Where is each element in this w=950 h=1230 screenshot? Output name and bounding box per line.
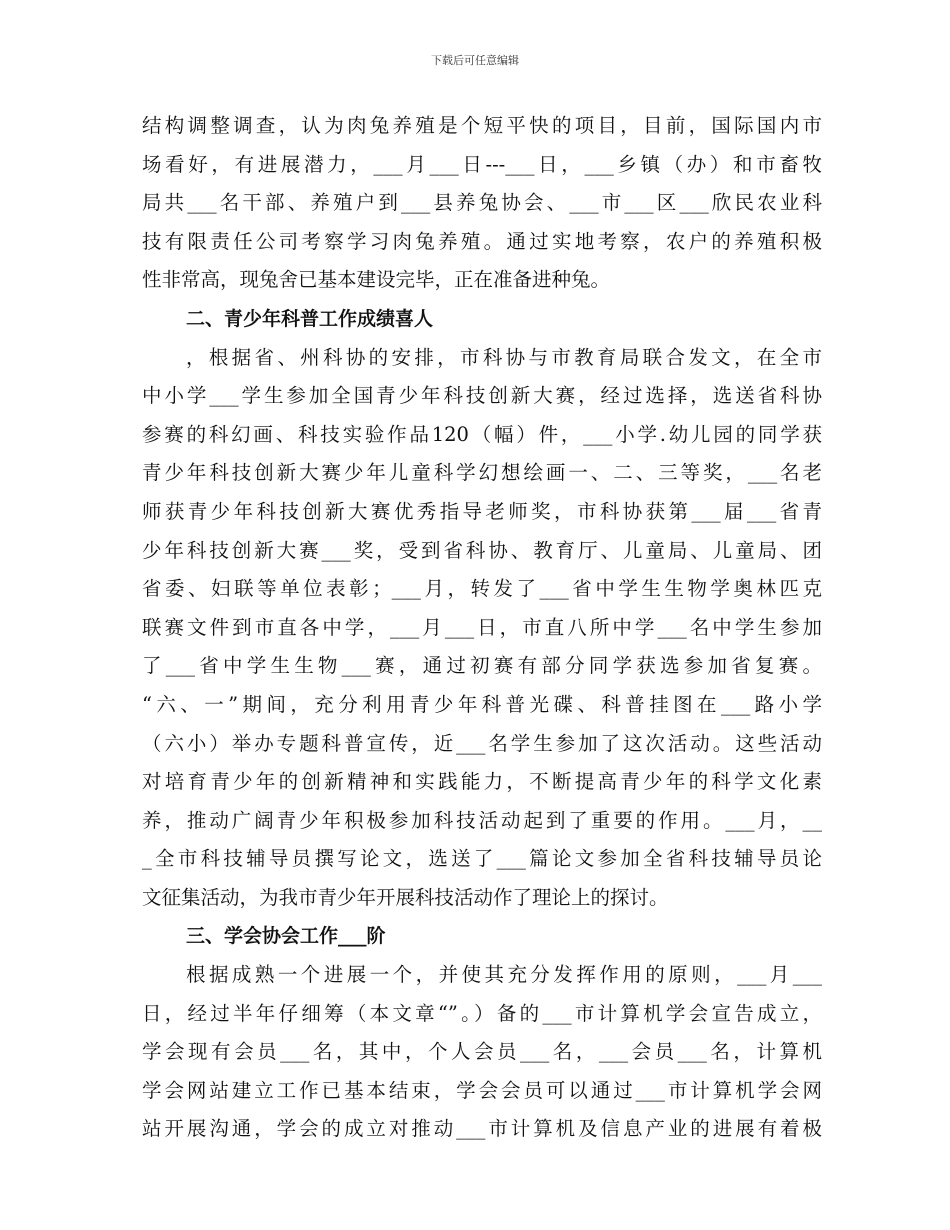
page-header: 下载后可任意编辑 xyxy=(431,54,519,67)
paragraph-line: 青少年科技创新大赛少年儿童科学幻想绘画一、二、三等奖，___名老 xyxy=(142,461,822,485)
paragraph-line: 文征集活动，为我市青少年开展科技活动作了理论上的探讨。 xyxy=(142,885,669,909)
paragraph-line: 结构调整调查，认为肉兔养殖是个短平快的项目，目前，国际国内市 xyxy=(142,114,822,137)
paragraph-line: 参赛的科幻画、科技实验作品120（幅）件，___小学.幼儿园的同学获 xyxy=(142,422,822,446)
paragraph-line: 省委、妇联等单位表彰；___月，转发了___省中学生生物学奥林匹克 xyxy=(142,577,822,601)
paragraph-line: 根据成熟一个进展一个，并使其充分发挥作用的原则，___月___ xyxy=(186,963,822,987)
paragraph-line: 联赛文件到市直各中学，___月___日，市直八所中学___名中学生参加 xyxy=(142,615,822,639)
paragraph-line: 性非常高，现兔舍已基本建设完毕，正在准备进种兔。 xyxy=(142,268,611,292)
paragraph-line: ，根据省、州科协的安排，市科协与市教育局联合发文，在全市 xyxy=(186,345,822,369)
paragraph-line: 日，经过半年仔细筹（本文章“”。）备的___市计算机学会宣告成立， xyxy=(142,1001,822,1025)
paragraph-line: 中小学___学生参加全国青少年科技创新大赛，经过选择，选送省科协 xyxy=(142,384,822,408)
paragraph-line: 对培育青少年的创新精神和实践能力，不断提高青少年的科学文化素 xyxy=(142,770,822,794)
paragraph-line: 学会现有会员___名，其中，个人会员___名，___会员___名，计算机 xyxy=(142,1040,822,1064)
paragraph-line: （六小）举办专题科普宣传，近___名学生参加了这次活动。这些活动 xyxy=(142,731,822,755)
paragraph-line: 技有限责任公司考察学习肉兔养殖。通过实地考察，农户的养殖积极 xyxy=(142,229,822,253)
section-heading: 二、青少年科普工作成绩喜人 xyxy=(186,307,434,330)
paragraph-line: _全市科技辅导员撰写论文，选送了___篇论文参加全省科技辅导员论 xyxy=(142,847,822,871)
section-heading: 三、学会协会工作___阶 xyxy=(186,925,386,948)
document-body xyxy=(142,107,822,1149)
paragraph-line: 师获青少年科技创新大赛优秀指导老师奖，市科协获第___届___省青 xyxy=(142,499,822,523)
paragraph-line: “六、一”期间，充分利用青少年科普光碟、科普挂图在___路小学 xyxy=(142,692,822,716)
paragraph-line: 养，推动广阔青少年积极参加科技活动起到了重要的作用。___月，__ xyxy=(142,808,822,832)
paragraph-line: 少年科技创新大赛___奖，受到省科协、教育厅、儿童局、儿童局、团 xyxy=(142,538,822,562)
paragraph-line: 局共___名干部、养殖户到___县养兔协会、___市___区___欣民农业科 xyxy=(142,191,822,215)
paragraph-line: 了___省中学生生物___赛，通过初赛有部分同学获选参加省复赛。 xyxy=(142,654,822,678)
paragraph-line: 学会网站建立工作已基本结束，学会会员可以通过___市计算机学会网 xyxy=(142,1078,822,1102)
paragraph-line: 场看好，有进展潜力，___月___日---___日，___乡镇（办）和市畜牧 xyxy=(142,152,822,176)
paragraph-line: 站开展沟通，学会的成立对推动___市计算机及信息产业的进展有着极 xyxy=(142,1117,822,1141)
